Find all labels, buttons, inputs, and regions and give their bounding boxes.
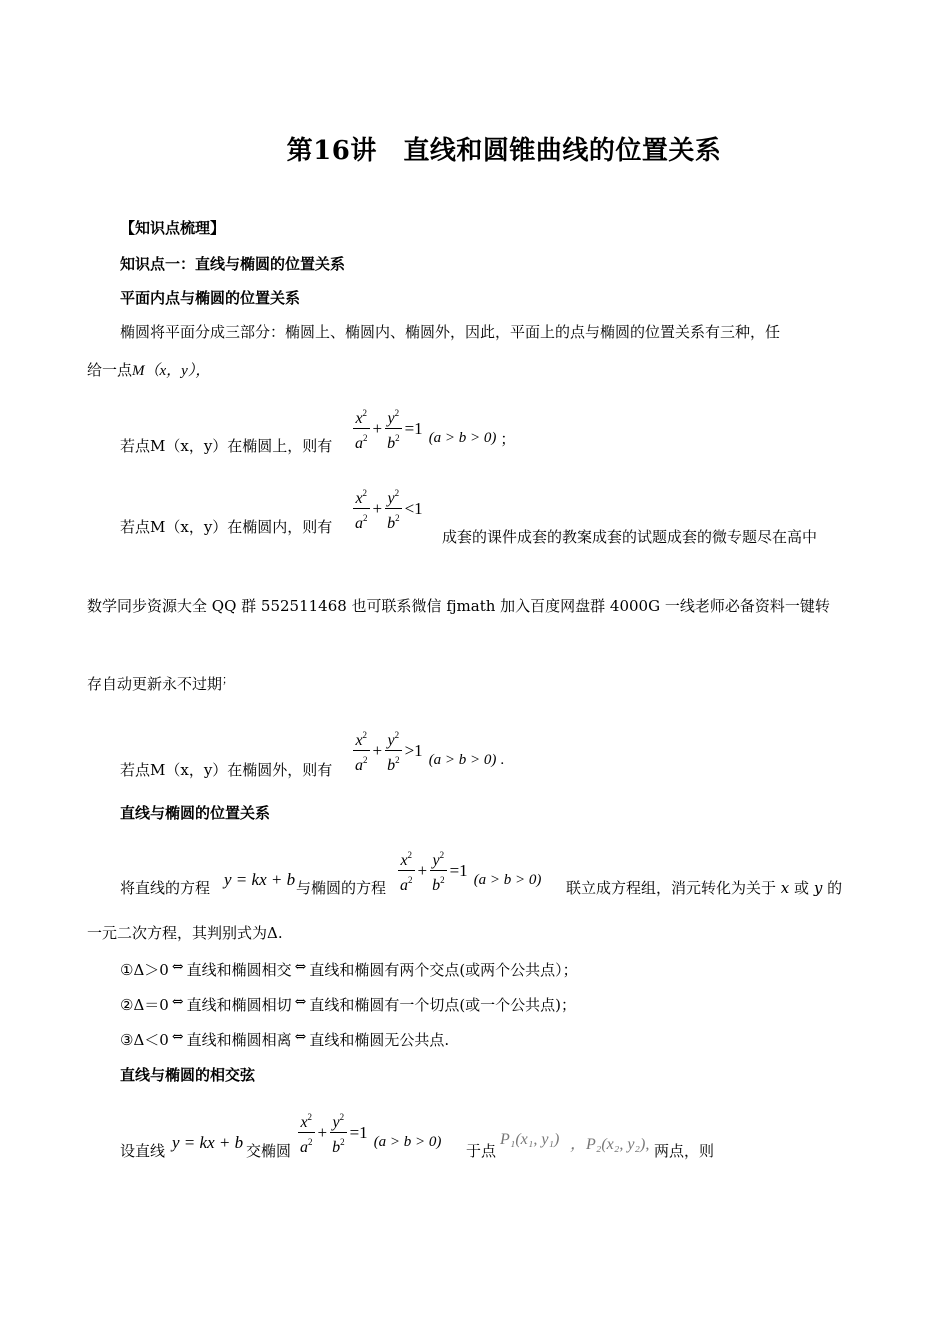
condition-a-b-4: (a > b > 0) <box>373 1134 442 1150</box>
greater-than-one: >1 <box>404 740 423 760</box>
case-inside-ellipse-text: 若点M（x，y）在椭圆内，则有 <box>120 518 333 536</box>
subsection-point-ellipse-title: 平面内点与椭圆的位置关系 <box>120 289 301 307</box>
point-m: M（x，y）， <box>132 363 211 379</box>
line-eq-suffix-text: 联立成方程组，消元转化为关于 <box>566 879 777 897</box>
ellipse-equation-outside: $\frac{x^2}{a^2}$ + $\frac{y^2}{b^2}$ >1 (a > b > 0) . <box>352 726 504 775</box>
iff-icon: ⇔ <box>171 1029 184 1045</box>
condition-a-b-3: (a > b > 0) <box>473 872 542 888</box>
iff-icon: ⇔ <box>171 959 184 975</box>
quadratic-discriminant-line: 一元二次方程，其判别式为Δ. <box>87 924 283 942</box>
line-eq-suffix <box>566 878 842 898</box>
less-than-one: <1 <box>404 498 423 518</box>
cond3-result: 直线和椭圆无公共点. <box>309 1031 450 1049</box>
condition-row-3 <box>120 1030 449 1051</box>
ad-line-3 <box>87 670 233 694</box>
line-eq-prefix: 将直线的方程 <box>120 879 211 897</box>
subsection-chord-title: 直线与椭圆的相交弦 <box>120 1066 256 1084</box>
chord-at: 于点 <box>466 1142 497 1160</box>
ellipse-equation-inside: $\frac{x^2}{a^2}$ + $\frac{y^2}{b^2}$ <1 <box>352 484 425 533</box>
line-equation: y = kx + b <box>224 870 296 889</box>
iff-icon: ⇔ <box>294 1029 307 1045</box>
condition-row-1 <box>120 960 578 981</box>
line-eq-middle: 与椭圆的方程 <box>296 879 387 897</box>
equals-one: =1 <box>404 418 423 438</box>
cond1-delta: ①Δ＞0 <box>120 961 169 979</box>
condition-a-b: (a > b > 0) <box>428 430 497 446</box>
ellipse-equation-chord: $\frac{x^2}{a^2}$ + $\frac{y^2}{b^2}$ =1 (a > b > 0) <box>297 1108 441 1157</box>
de-text: 的 <box>827 879 843 897</box>
or-text: 或 <box>794 879 810 897</box>
period: . <box>500 752 505 768</box>
equals-one-3: =1 <box>349 1122 368 1142</box>
case-on-ellipse-text: 若点M（x，y）在椭圆上，则有 <box>120 437 333 455</box>
chord-suffix: 两点，则 <box>654 1142 715 1160</box>
iff-icon: ⇔ <box>171 994 184 1010</box>
cond3-relation: 直线和椭圆相离 <box>186 1031 292 1049</box>
condition-a-b-2: (a > b > 0) <box>428 752 497 768</box>
ad-line-1: 成套的课件成套的教案成套的试题成套的微专题尽在高中 <box>442 528 818 546</box>
cond2-delta: ②Δ＝0 <box>120 996 169 1014</box>
ellipse-equation-line: $\frac{x^2}{a^2}$ + $\frac{y^2}{b^2}$ =1 (a > b > 0) <box>397 846 541 895</box>
point-p1: P₁(x₁, y₁) <box>500 1131 560 1148</box>
var-x: x <box>780 879 790 897</box>
ellipse-equation-on: $\frac{x^2}{a^2}$ + $\frac{y^2}{b^2}$ =1 (a > b > 0) ； <box>352 404 515 453</box>
iff-icon: ⇔ <box>294 959 307 975</box>
chord-prefix: 设直线 <box>120 1142 166 1160</box>
case-outside-ellipse-text: 若点M（x，y）在椭圆外，则有 <box>120 761 333 779</box>
ad-line-3-text: 存自动更新永不过期 <box>87 675 223 693</box>
paragraph-line-1: 椭圆将平面分成三部分：椭圆上、椭圆内、椭圆外，因此，平面上的点与椭圆的位置关系有三种，任 <box>120 323 781 341</box>
cond1-relation: 直线和椭圆相交 <box>186 961 292 979</box>
cond2-result: 直线和椭圆有一个切点(或一个公共点)； <box>309 996 577 1014</box>
knowledge-point-1-title: 知识点一：直线与椭圆的位置关系 <box>120 255 346 273</box>
chord-middle: 交椭圆 <box>246 1142 292 1160</box>
ad-line-3-semicolon: ； <box>222 673 234 686</box>
paragraph-line-2-text: 给一点 <box>87 361 133 379</box>
iff-icon: ⇔ <box>294 994 307 1010</box>
chord-line-equation: y = kx + b <box>172 1133 244 1152</box>
point-p2: ，P₂(x₂, y₂), <box>570 1136 650 1153</box>
cond3-delta: ③Δ＜0 <box>120 1031 169 1049</box>
paragraph-line-2 <box>87 360 210 381</box>
semicolon: ； <box>500 432 516 448</box>
condition-row-2 <box>120 995 576 1016</box>
equals-one-2: =1 <box>449 860 468 880</box>
ad-line-2: 数学同步资源大全 QQ 群 552511468 也可联系微信 fjmath 加入百度网盘群 4000G 一线老师必备资料一键转 <box>87 597 830 615</box>
cond1-result: 直线和椭圆有两个交点(或两个公共点）； <box>309 961 578 979</box>
cond2-relation: 直线和椭圆相切 <box>186 996 292 1014</box>
subsection-line-ellipse-title: 直线与椭圆的位置关系 <box>120 804 271 822</box>
var-y: y <box>813 879 823 897</box>
page-title: 第16讲 直线和圆锥曲线的位置关系 <box>286 136 722 166</box>
section-header: 【知识点梳理】 <box>120 219 226 237</box>
